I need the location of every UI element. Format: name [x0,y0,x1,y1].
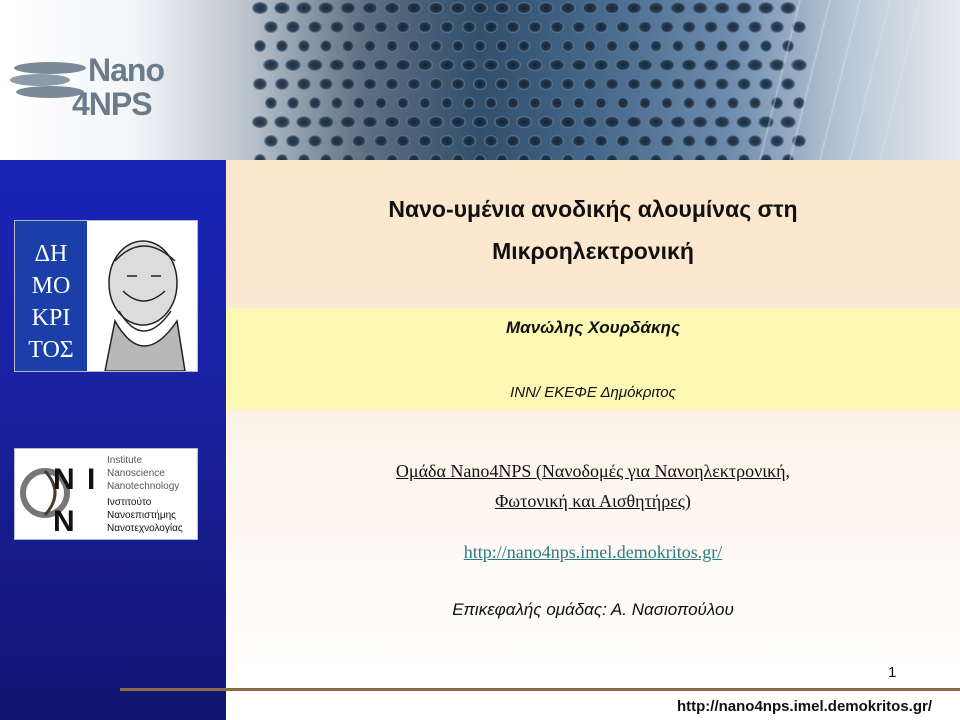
pore-mark [395,59,411,71]
pore-mark [441,97,453,109]
pore-mark [616,21,630,33]
pore-mark [550,135,564,147]
pore-mark [571,59,587,71]
demokritos-letters-3: ΚΡΙ [31,305,71,331]
pore-mark [296,2,312,14]
nano4nps-logo [10,50,170,130]
pore-mark [758,116,774,128]
pore-mark [725,59,741,71]
pore-mark [340,2,356,14]
pore-mark [516,116,532,128]
pore-mark [407,78,421,90]
pore-mark [472,2,488,14]
inn-logo [14,448,198,540]
pore-mark [549,59,565,71]
inn-letter-n2: N [53,505,75,538]
pore-mark [671,78,685,90]
pore-mark [582,116,598,128]
pore-mark [506,135,520,147]
pore-mark [737,78,751,90]
author-affiliation: ΙΝΝ/ ΕΚΕΦΕ Δημόκριτος [510,384,676,401]
pore-mark [318,2,334,14]
pore-mark [648,116,664,128]
pore-mark [572,21,586,33]
pore-mark [505,59,521,71]
pore-mark [462,135,476,147]
footer-divider [120,688,960,691]
pore-mark [396,21,410,33]
inn-text-2: Nanoscience [107,468,165,479]
slide-title [226,188,960,272]
pore-mark [659,59,675,71]
pore-mark [461,59,477,71]
pore-mark [362,2,378,14]
pore-mark [747,59,763,71]
pore-mark [604,116,620,128]
pore-mark [518,40,530,52]
pore-mark [583,78,597,90]
pore-mark [604,2,620,14]
demokritos-emblem [15,221,197,371]
pore-mark [780,2,796,14]
pore-mark [626,116,642,128]
pore-mark [682,21,696,33]
pore-mark [274,116,290,128]
pore-mark [419,97,431,109]
footer-url: http://nano4nps.imel.demokritos.gr/ [676,698,932,715]
pore-mark [616,135,630,147]
pore-mark [672,40,684,52]
pore-mark [285,59,301,71]
pore-mark [375,97,387,109]
pore-mark [781,78,795,90]
pore-mark [527,59,543,71]
pore-mark [252,2,268,14]
pore-mark [384,2,400,14]
pore-mark [308,135,322,147]
pore-mark [385,78,399,90]
pore-mark [473,78,487,90]
pore-mark [309,97,321,109]
pore-mark [726,21,740,33]
pore-mark [639,97,651,109]
pore-mark [252,116,268,128]
demokritos-letters-4: ΤΟΣ [28,337,74,363]
demokritos-letters-2: ΜΟ [31,273,71,299]
pore-mark [748,135,762,147]
pore-mark [496,40,508,52]
pore-mark [670,2,686,14]
pore-mark [736,2,752,14]
pore-mark [472,116,488,128]
pore-mark [780,116,796,128]
pore-mark [494,2,510,14]
pore-mark [714,116,730,128]
pore-mark [474,40,486,52]
pore-mark [716,40,728,52]
pore-mark [430,40,442,52]
pore-mark [275,78,289,90]
pore-mark [582,2,598,14]
pore-mark [451,78,465,90]
pore-mark [417,59,433,71]
pore-mark [362,116,378,128]
pore-mark [253,78,267,90]
pore-mark [373,59,389,71]
pore-mark [308,21,322,33]
pore-mark [560,116,576,128]
pore-mark [758,2,774,14]
pore-mark [692,2,708,14]
logo-text-nano: Nano [88,52,164,88]
pore-mark [351,59,367,71]
pore-mark [694,40,706,52]
inn-text-3: Nanotechnology [107,481,180,492]
pore-mark [428,116,444,128]
pore-mark [340,116,356,128]
pore-mark [704,21,718,33]
pore-mark [759,78,773,90]
pore-mark [705,97,717,109]
pore-mark [452,40,464,52]
pore-mark [439,59,455,71]
pore-mark [494,116,510,128]
pore-mark [791,59,807,71]
pore-mark [670,116,686,128]
pore-mark [528,21,542,33]
pore-mark [440,21,454,33]
pore-mark [540,40,552,52]
pore-mark [352,21,366,33]
slide-title-line2: Μικροηλεκτρονική [492,238,694,264]
pore-mark [704,135,718,147]
pore-mark [727,97,739,109]
pore-mark [276,40,288,52]
pore-mark [726,135,740,147]
pore-mark [307,59,323,71]
pore-mark [319,78,333,90]
pore-mark [538,2,554,14]
pore-mark [648,2,664,14]
pore-mark [650,40,662,52]
pore-mark [254,40,266,52]
pore-mark [329,59,345,71]
pore-mark [374,21,388,33]
page-number: 1 [888,664,897,681]
pore-mark [627,78,641,90]
pore-mark [738,40,750,52]
logo-text-4nps: 4NPS [72,86,152,122]
pore-mark [628,40,640,52]
pore-mark [714,2,730,14]
demokritos-logo [14,220,198,372]
pore-mark [692,116,708,128]
pore-mark [397,97,409,109]
pore-mark [396,135,410,147]
inn-text-5: Νανοεπιστήμης [107,510,176,521]
pore-mark [538,116,554,128]
pore-mark [683,97,695,109]
pore-mark [352,135,366,147]
pore-mark [274,2,290,14]
group-line2: Φωτονική και Αισθητήρες) [495,491,691,511]
pore-mark [386,40,398,52]
pore-mark [584,40,596,52]
pore-mark [595,97,607,109]
group-line1: Ομάδα Nano4NPS (Νανοδομές για Νανοηλεκτρονική, [395,461,791,481]
pore-mark [463,97,475,109]
inn-letter-i: I [87,463,96,496]
pore-mark [363,78,377,90]
pore-mark [770,21,784,33]
pore-mark [428,2,444,14]
pore-mark [330,21,344,33]
pore-mark [418,21,432,33]
pore-mark [770,135,784,147]
pore-mark [298,40,310,52]
demokritos-letters-1: ΔΗ [34,241,68,267]
pore-mark [736,116,752,128]
pore-mark [693,78,707,90]
pore-mark [660,21,674,33]
pore-mark [483,59,499,71]
pore-mark [626,2,642,14]
pore-mark [263,59,279,71]
slide-title-line1: Νανο-υμένια ανοδικής αλουμίνας στη [388,196,798,222]
pore-mark [330,135,344,147]
pore-mark [374,135,388,147]
pore-mark [682,135,696,147]
pore-mark [748,21,762,33]
pore-mark [649,78,663,90]
pore-mark [661,97,673,109]
inn-emblem [15,449,197,539]
pore-mark [703,59,719,71]
inn-text-6: Νανοτεχνολογίας [107,523,183,534]
group-website-link[interactable]: http://nano4nps.imel.demokritos.gr/ [463,542,723,562]
left-sidebar [0,160,226,720]
pore-mark [364,40,376,52]
inn-text-4: Ινστιτούτο [107,497,152,508]
inn-letter-n1: N [53,463,75,496]
pore-mark [638,135,652,147]
pore-mark [594,21,608,33]
pore-mark [264,135,278,147]
pore-mark [418,135,432,147]
pore-mark [681,59,697,71]
pore-mark [637,59,653,71]
pore-mark [450,116,466,128]
pore-mark [715,78,729,90]
pore-mark [342,40,354,52]
pore-mark [660,135,674,147]
pore-mark [297,78,311,90]
pore-mark [760,40,772,52]
pore-mark [550,21,564,33]
pore-mark [560,2,576,14]
pore-mark [561,78,575,90]
group-leader: Επικεφαλής ομάδας: Α. Νασιοπούλου [452,600,734,619]
pore-mark [638,21,652,33]
pore-mark [296,116,312,128]
pore-mark [484,135,498,147]
header-banner [0,0,960,160]
portrait-sketch [105,241,185,371]
pore-mark [318,116,334,128]
pore-mark [517,78,531,90]
pore-mark [573,97,585,109]
pore-mark [485,97,497,109]
pore-mark [406,2,422,14]
pore-mark [615,59,631,71]
pore-mark [605,78,619,90]
pore-mark [286,135,300,147]
slide-content [226,160,960,690]
pore-mark [341,78,355,90]
pore-mark [406,116,422,128]
pore-mark [572,135,586,147]
inn-text-1: Institute [107,455,143,466]
pore-mark [506,21,520,33]
pore-mark [440,135,454,147]
pore-mark [606,40,618,52]
pore-mark [539,78,553,90]
pore-mark [562,40,574,52]
pore-mark [593,59,609,71]
pore-mark [484,21,498,33]
pore-mark [495,78,509,90]
pore-mark [264,21,278,33]
pore-mark [450,2,466,14]
pore-mark [516,2,532,14]
pore-mark [286,21,300,33]
pore-mark [384,116,400,128]
pore-mark [320,40,332,52]
pore-mark [462,21,476,33]
pore-mark [529,97,541,109]
pore-mark [265,97,277,109]
pore-mark [287,97,299,109]
pore-mark [594,135,608,147]
pore-mark [353,97,365,109]
group-description [226,456,960,516]
pore-mark [429,78,443,90]
pore-mark [408,40,420,52]
pore-mark [331,97,343,109]
pore-mark [507,97,519,109]
pore-mark [528,135,542,147]
pore-mark [749,97,761,109]
pore-mark [551,97,563,109]
pore-mark [617,97,629,109]
author-name: Μανώλης Χουρδάκης [506,318,680,337]
